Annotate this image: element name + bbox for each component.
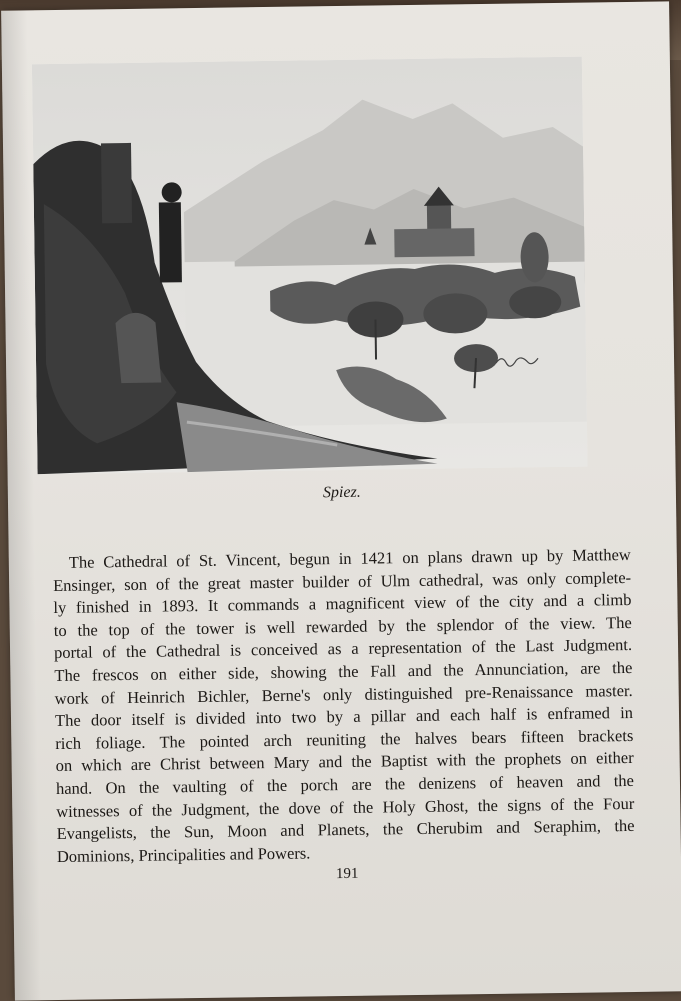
text-line: on which are Christ between Mary and the Baptist with the prophets on either	[55, 748, 634, 776]
book-page	[1, 1, 681, 1000]
text-line: hand. On the vaulting of the porch are the denizens of heaven and the	[55, 770, 635, 798]
text-line: The frescos on either side, showing the Fall and the Annunciation, are the	[54, 657, 633, 686]
page-number: 191	[335, 865, 359, 883]
text-line: ly finished in 1893. It commands a magnificent view of the city and a climb	[53, 590, 632, 618]
text-line: to the top of the tower is well rewarded by the splendor of the view. The	[53, 612, 632, 640]
text-line: portal of the Cathedral is conceived as a representation of the Last Judgment.	[53, 635, 633, 663]
text-line: witnesses of the Judgment, the dove of the Holy Ghost, the signs of the Four	[56, 793, 635, 821]
sketch-drawing	[32, 57, 588, 475]
text-line: Dominions, Principalities and Powers.	[56, 843, 311, 866]
body-paragraph	[53, 544, 635, 868]
illustration-caption: Spiez.	[322, 483, 361, 502]
text-line: rich foliage. The pointed arch reuniting the halves bears fifteen brackets	[55, 725, 634, 753]
text-line: The door itself is divided into two by a pillar and each half is enframed in	[54, 703, 634, 731]
text-line: work of Heinrich Bichler, Berne's only distinguished pre-Renaissance master.	[54, 680, 633, 708]
text-line: Evangelists, the Sun, Moon and Planets, the Cherubim and Seraphim, the	[56, 816, 635, 844]
text-line: The Cathedral of St. Vincent, begun in 1421 on plans drawn up by Matthew	[68, 544, 631, 572]
text-line: Ensinger, son of the great master builder of Ulm cathedral, was only complete-	[53, 567, 632, 595]
spiez-illustration	[32, 57, 588, 475]
